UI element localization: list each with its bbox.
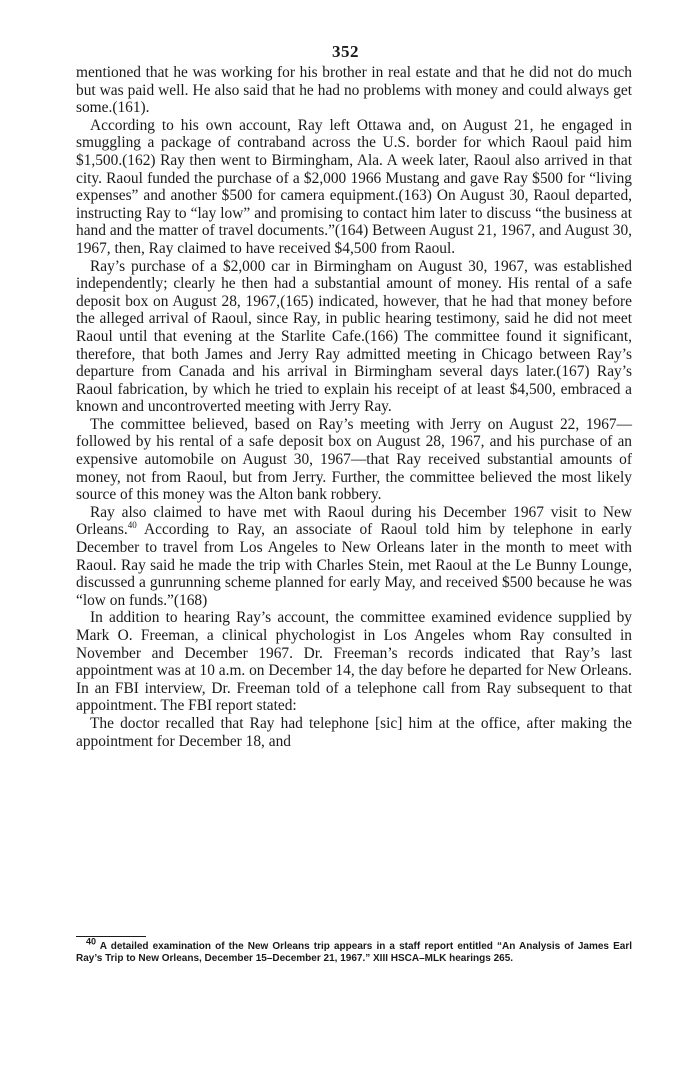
footnote-reference: 40	[127, 520, 137, 531]
footnote-marker: 40	[86, 936, 97, 947]
block-quote: The doctor recalled that Ray had telephone [sic] him at the office, after making the appointment for December 18, and	[76, 714, 632, 750]
footnote	[76, 936, 632, 965]
paragraph: The committee believed, based on Ray’s meeting with Jerry on August 22, 1967—followed by his rental of a safe deposit box on August 28, 1967, and his purchase of an expensive automobile on August 30, 1967—that Ray received substantial amounts of money, not from Raoul, but from Jerry. Further, the committee believed the most likely source of this money was the Alton bank robbery.	[76, 415, 632, 504]
footnote-text: A detailed examination of the New Orleans trip appears in a staff report entitled “An Analysis of James Earl Ray’s Trip to New Orleans, December 15–December 21, 1967.” XIII HSCA–MLK hearings 265.	[76, 941, 632, 964]
paragraph: Ray’s purchase of a $2,000 car in Birmingham on August 30, 1967, was established independently; clearly he then had a substantial amount of money. His rental of a safe deposit box on August 28, 1967,(165) indicated, however, that he had that money before the alleged arrival of Raoul, since Ray, in public hearing testimony, said he did not meet Raoul until that evening at the Starlite Cafe.(166) The committee found it significant, therefore, that both James and Jerry Ray admitted meeting in Chicago between Ray’s departure from Canada and his arrival in Birmingham several days later.(167) Ray’s Raoul fabrication, by which he tried to explain his receipt of at least $4,500, embraced a known and uncontroverted meeting with Jerry Ray.	[76, 257, 632, 416]
page-number: 352	[332, 42, 359, 61]
body-text	[76, 64, 632, 750]
paragraph: In addition to hearing Ray’s account, the committee examined evidence supplied by Mark O. Freeman, a clinical phychologist in Los Angeles whom Ray consulted in November and December 1967. Dr. Freeman’s records indicated that Ray’s last appointment was at 10 a.m. on December 14, the day before he departed for New Orleans. In an FBI interview, Dr. Freeman told of a telephone call from Ray subsequent to that appointment. The FBI report stated:	[76, 609, 632, 715]
paragraph: According to his own account, Ray left Ottawa and, on August 21, he engaged in smuggling a package of contraband across the U.S. border for which Raoul paid him $1,500.(162) Ray then went to Birmingham, Ala. A week later, Raoul also arrived in that city. Raoul funded the purchase of a $2,000 1966 Mustang and gave Ray $500 for “living expenses” and another $500 for camera equipment.(163) On August 30, Raoul departed, instructing Ray to “lay low” and promising to contact him later to discuss “the business at hand and the matter of travel documents.”(164) Between August 21, 1967, and August 30, 1967, then, Ray claimed to have received $4,500 from Raoul.	[76, 116, 632, 257]
paragraph-text: Ray also claimed to have met with Raoul during his December 1967 visit to New Orleans.	[76, 503, 632, 539]
paragraph-text: According to Ray, an associate of Raoul told him by telephone in early December to travel from Los Angeles to New Orleans later in the month to meet with Raoul. Ray said he made the trip with Charles Stein, met Raoul at the Le Bunny Lounge, discussed a gunrunning scheme planned for early May, and received $500 because he was “low on funds.”(168)	[76, 521, 632, 609]
paragraph	[76, 504, 632, 610]
paragraph-quote-continuation: mentioned that he was working for his brother in real estate and that he did not do much but was paid well. He also said that he had no problems with money and could always get some.(161).	[76, 64, 632, 117]
